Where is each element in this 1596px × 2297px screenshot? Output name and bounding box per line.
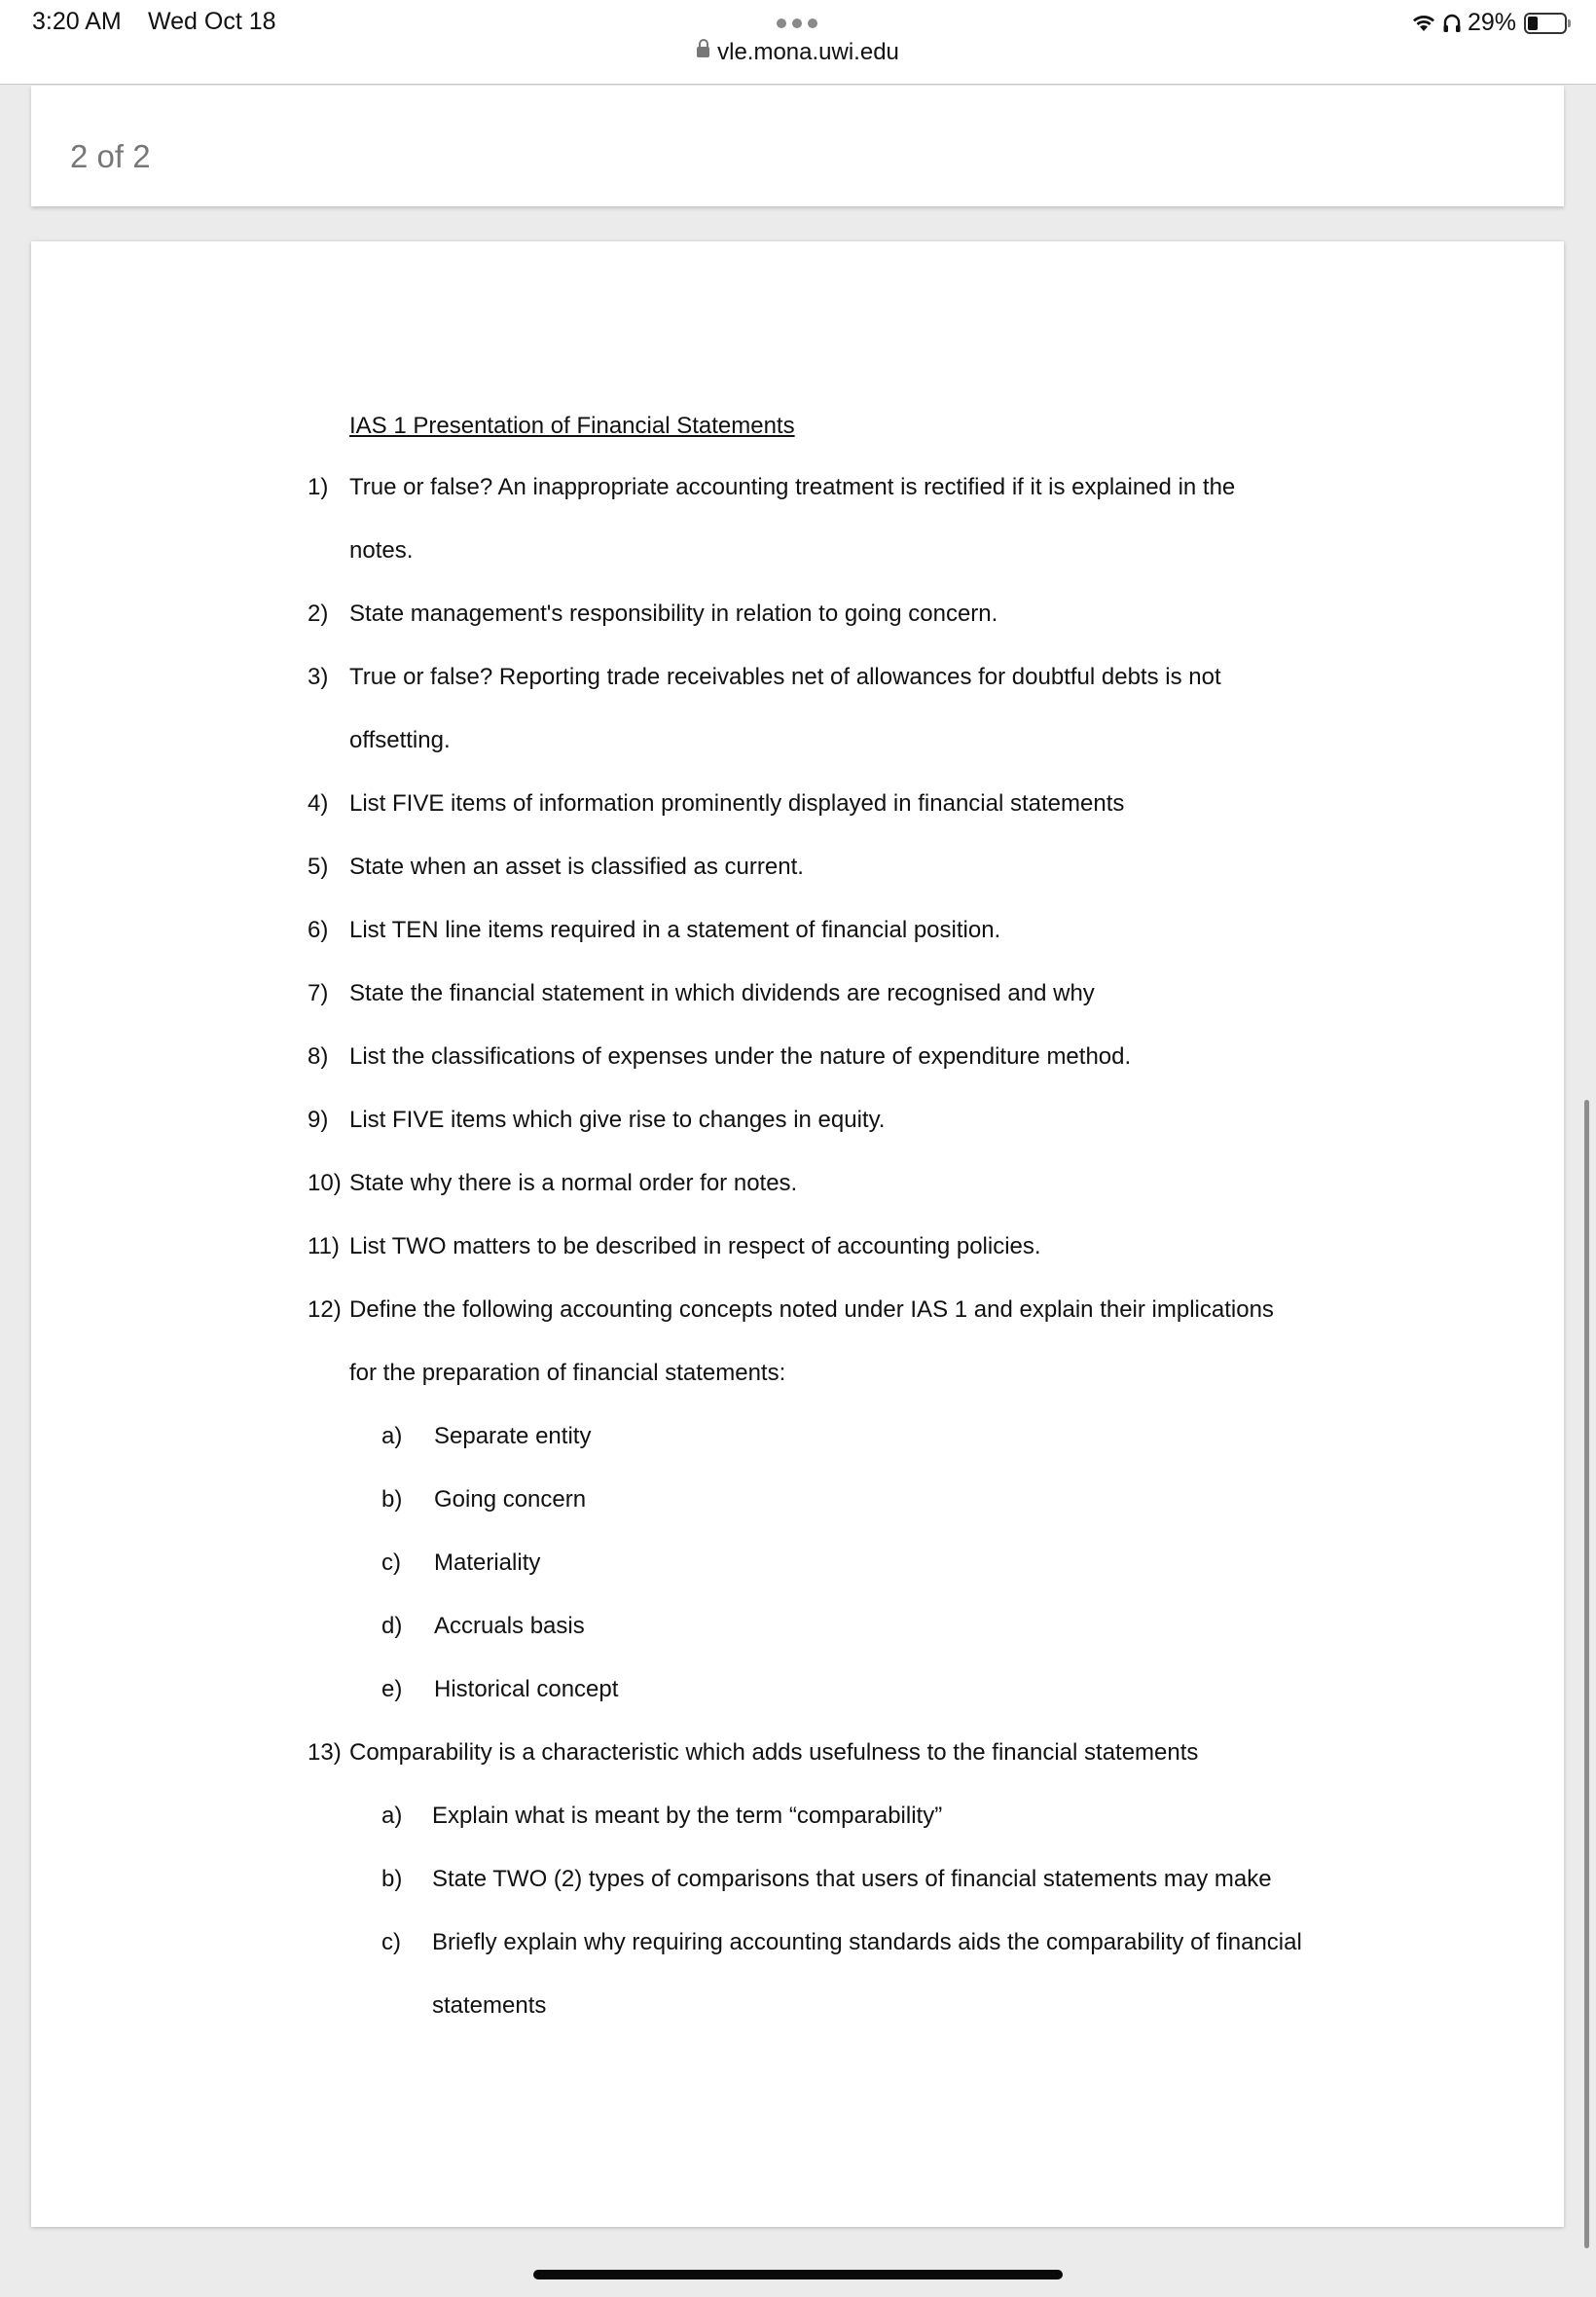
- battery-icon: [1524, 13, 1567, 34]
- previous-page-card: [31, 86, 1564, 206]
- question-text: List FIVE items of information prominently displayed in financial statements: [349, 790, 1125, 817]
- question-number: 4): [308, 790, 329, 817]
- browser-top-bar: [0, 0, 1596, 85]
- item-text: Explain what is meant by the term “comparability”: [432, 1803, 943, 1829]
- question-text: State management's responsibility in relation to going concern.: [349, 601, 998, 627]
- headphones-icon: [1442, 13, 1462, 34]
- question-number: 10): [308, 1170, 342, 1196]
- question-number: 7): [308, 980, 329, 1006]
- question-text: List TWO matters to be described in respect of accounting policies.: [349, 1233, 1041, 1259]
- question-text: State why there is a normal order for notes.: [349, 1170, 798, 1196]
- document-title: IAS 1 Presentation of Financial Statements: [349, 413, 795, 439]
- item-letter: c): [381, 1550, 401, 1576]
- status-time: 3:20 AM: [32, 8, 122, 35]
- item-letter: c): [381, 1929, 401, 1955]
- url-text: vle.mona.uwi.edu: [717, 39, 899, 65]
- question-text: List FIVE items which give rise to changes in equity.: [349, 1107, 886, 1133]
- item-text: Historical concept: [434, 1676, 619, 1702]
- item-text: Separate entity: [434, 1423, 592, 1449]
- question-number: 11): [308, 1233, 340, 1259]
- question-text: Comparability is a characteristic which adds usefulness to the financial statements: [349, 1739, 1199, 1766]
- battery-percent: 29%: [1467, 9, 1516, 36]
- item-letter: b): [381, 1486, 403, 1513]
- page-counter: 2 of 2: [70, 138, 151, 174]
- question-number: 6): [308, 917, 329, 943]
- vertical-scrollbar[interactable]: [1584, 1100, 1589, 2248]
- item-letter: a): [381, 1423, 403, 1449]
- item-text: Accruals basis: [434, 1613, 585, 1639]
- status-indicators: [1411, 9, 1567, 37]
- question-number: 2): [308, 601, 329, 627]
- item-letter: e): [381, 1676, 403, 1702]
- address-bar[interactable]: [0, 39, 1596, 66]
- item-text: State TWO (2) types of comparisons that users of financial statements may make: [432, 1866, 1272, 1892]
- more-options-icon[interactable]: [777, 18, 817, 28]
- question-number: 9): [308, 1107, 329, 1133]
- question-text: True or false? Reporting trade receivables net of allowances for doubtful debts is not: [349, 664, 1221, 690]
- question-text: List TEN line items required in a statement of financial position.: [349, 917, 1001, 943]
- question-number: 8): [308, 1043, 329, 1070]
- question-number: 13): [308, 1739, 342, 1766]
- item-text: Going concern: [434, 1486, 587, 1513]
- status-date: Wed Oct 18: [148, 8, 276, 35]
- question-3-continuation: offsetting.: [349, 727, 451, 753]
- question-text: State the financial statement in which dividends are recognised and why: [349, 980, 1095, 1006]
- question-text: List the classifications of expenses under the nature of expenditure method.: [349, 1043, 1132, 1070]
- question-number: 12): [308, 1296, 342, 1323]
- question-13-item-c-continuation: statements: [432, 1992, 547, 2019]
- item-letter: d): [381, 1613, 403, 1639]
- question-number: 5): [308, 854, 329, 880]
- question-number: 1): [308, 474, 329, 500]
- question-text: State when an asset is classified as current.: [349, 854, 804, 880]
- question-number: 3): [308, 664, 329, 690]
- question-text: True or false? An inappropriate accounting treatment is rectified if it is explained in the: [349, 474, 1236, 500]
- document-page: [31, 241, 1564, 2227]
- home-indicator[interactable]: [533, 2270, 1063, 2279]
- item-text: Briefly explain why requiring accounting standards aids the comparability of financial: [432, 1929, 1302, 1955]
- item-letter: b): [381, 1866, 403, 1892]
- question-12-continuation: for the preparation of financial statements:: [349, 1360, 786, 1386]
- question-1-continuation: notes.: [349, 537, 414, 564]
- question-text: Define the following accounting concepts noted under IAS 1 and explain their implications: [349, 1296, 1274, 1323]
- item-text: Materiality: [434, 1550, 541, 1576]
- item-letter: a): [381, 1803, 403, 1829]
- lock-icon: [697, 46, 709, 60]
- wifi-icon: [1411, 14, 1436, 33]
